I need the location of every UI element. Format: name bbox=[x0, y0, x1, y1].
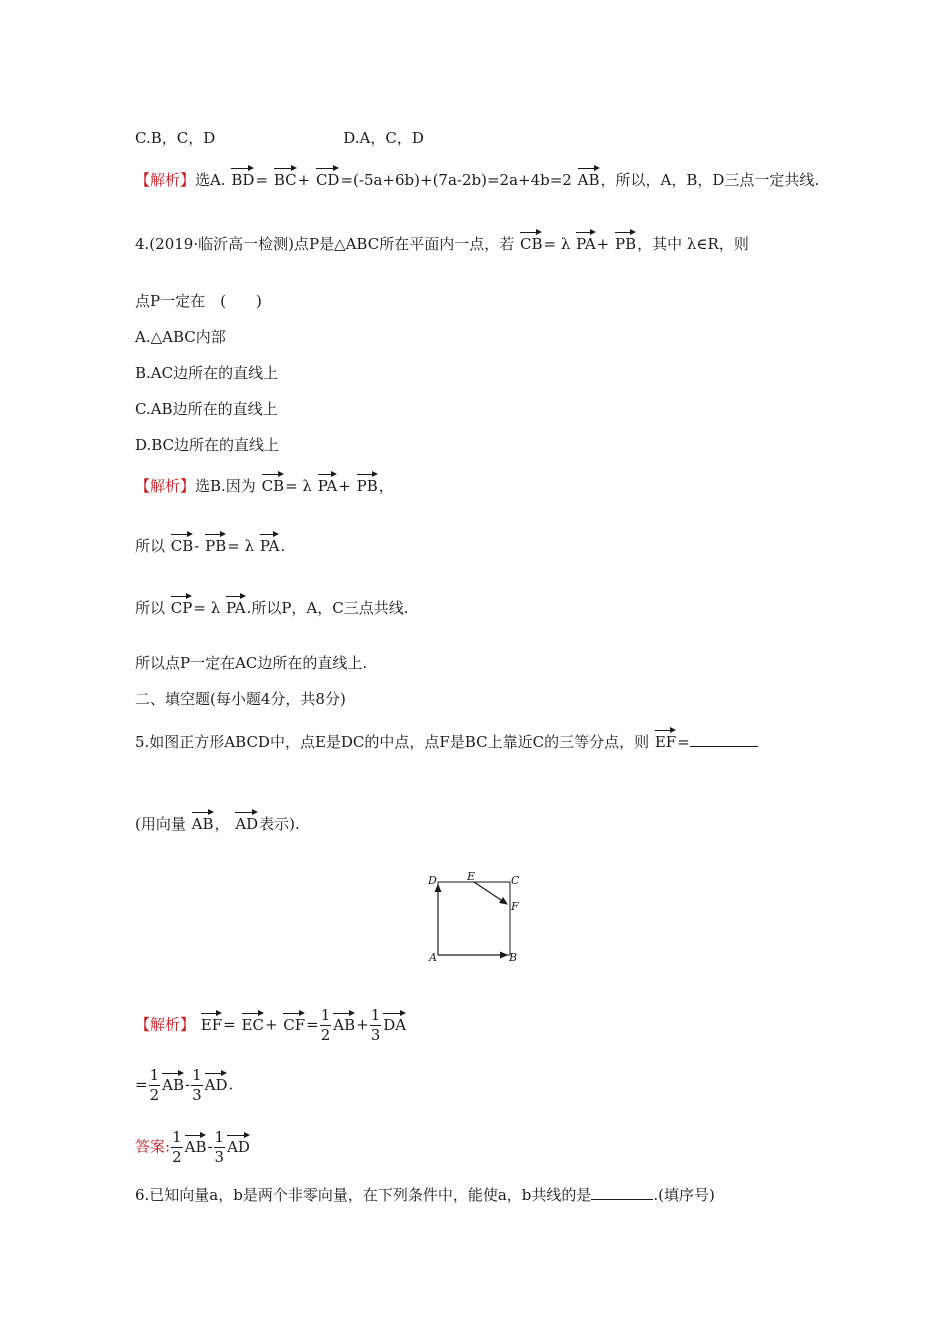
label-b: B bbox=[509, 951, 518, 964]
q5-stem: 5.如图正方形ABCD中，点E是DC的中点，点F是BC上靠近C的三等分点，则 EF= bbox=[135, 728, 758, 752]
analysis-tag: 【解析】 bbox=[135, 477, 196, 495]
q4-stem-post: ，其中 λ∈R，则 bbox=[637, 235, 749, 253]
label-a: A bbox=[429, 951, 437, 964]
vector-ab: AB bbox=[578, 166, 600, 187]
label-c: C bbox=[511, 874, 520, 887]
q5-paren: (用向量 AB， AD表示). bbox=[135, 810, 300, 834]
vector-pa: PA bbox=[576, 230, 596, 251]
q5-stem-text: 5.如图正方形ABCD中，点E是DC的中点，点F是BC上靠近C的三等分点，则 bbox=[135, 733, 650, 751]
lambda-text: = λ bbox=[543, 235, 571, 253]
vector-pa: PA bbox=[226, 594, 246, 615]
q6-stem bbox=[135, 1185, 715, 1205]
vector-pb: PB bbox=[357, 472, 378, 493]
vector-cb: CB bbox=[171, 532, 194, 553]
vector-ec: EC bbox=[242, 1011, 264, 1032]
vector-cb: CB bbox=[262, 472, 285, 493]
q4-stem: 4.(2019·临沂高一检测)点P是△ABC所在平面内一点，若 CB= λ PA+ PB，其中 λ∈R，则 bbox=[135, 230, 749, 254]
vector-da: DA bbox=[383, 1011, 406, 1032]
fraction-half: $\frac{1}{2}$ bbox=[320, 1006, 331, 1044]
fraction-third: $\frac{1}{3}$ bbox=[214, 1128, 225, 1166]
vector-ab: AB bbox=[333, 1011, 355, 1032]
vector-pa: PA bbox=[260, 532, 280, 553]
vector-ab: AB bbox=[185, 1133, 207, 1154]
fraction-third: $\frac{1}{3}$ bbox=[370, 1006, 381, 1044]
conclusion-text: ，所以，A，B，D三点一定共线. bbox=[600, 171, 820, 189]
q6-stem-text: 6.已知向量a，b是两个非零向量，在下列条件中，能使a，b共线的是 bbox=[135, 1186, 592, 1204]
vector-bc: BC bbox=[274, 166, 297, 187]
answer-blank bbox=[591, 1185, 653, 1200]
equation-text: =(-5a+6b)+(7a-2b)=2a+4b=2 bbox=[340, 171, 572, 189]
q6-post-text: .(填序号) bbox=[653, 1186, 715, 1204]
q5-analysis-2: = $\frac{1}{2}$ AB- $\frac{1}{3}$ AD. bbox=[135, 1066, 234, 1104]
paren-text: (用向量 bbox=[135, 815, 186, 833]
q4-stem-line2: 点P一定在 ( ) bbox=[135, 292, 262, 310]
vector-ef: EF bbox=[655, 728, 676, 749]
vector-pb: PB bbox=[205, 532, 226, 553]
q4-option-b: B.AC边所在的直线上 bbox=[135, 364, 279, 382]
analysis-text: 选B.因为 bbox=[195, 477, 256, 495]
q4-analysis-2: 所以 CB- PB= λ PA. bbox=[135, 532, 285, 556]
suoyi-text: 所以 bbox=[135, 599, 166, 617]
lambda-text: = λ bbox=[227, 537, 255, 555]
vector-cp: CP bbox=[171, 594, 193, 615]
square-figure bbox=[425, 868, 525, 968]
label-d: D bbox=[428, 874, 437, 887]
q3-option-d: D.A，C，D bbox=[343, 129, 424, 147]
q4-stem-text: 4.(2019·临沂高一检测)点P是△ABC所在平面内一点，若 bbox=[135, 235, 515, 253]
fraction-half: $\frac{1}{2}$ bbox=[172, 1128, 182, 1166]
vector-ab: AB bbox=[162, 1071, 184, 1092]
q5-answer: 答案: $\frac{1}{2}$ AB- $\frac{1}{3}$ AD bbox=[135, 1128, 250, 1166]
label-f: F bbox=[511, 900, 519, 913]
vector-cb: CB bbox=[520, 230, 543, 251]
q4-conclusion: 所以点P一定在AC边所在的直线上. bbox=[135, 654, 368, 672]
label-e: E bbox=[467, 870, 476, 883]
analysis-tag: 【解析】 bbox=[135, 171, 196, 189]
answer-label: 答案: bbox=[135, 1137, 171, 1156]
q4-analysis-3 bbox=[135, 594, 409, 618]
vector-ad: AD bbox=[235, 810, 258, 831]
analysis-tag: 【解析】 bbox=[135, 1015, 196, 1034]
lambda-text: = λ bbox=[193, 599, 221, 617]
vector-ab: AB bbox=[192, 810, 214, 831]
square-outline bbox=[438, 882, 510, 955]
arrow-ef bbox=[474, 882, 507, 904]
q4-option-c: C.AB边所在的直线上 bbox=[135, 400, 278, 418]
q4-option-d: D.BC边所在的直线上 bbox=[135, 436, 280, 454]
q4-analysis-1: 【解析】选B.因为 CB= λ PA+ PB， bbox=[135, 472, 394, 496]
q3-option-c: C.B，C，D bbox=[135, 129, 216, 147]
lambda-text: = λ bbox=[285, 477, 312, 495]
answer-blank bbox=[690, 732, 758, 747]
q3-analysis: 【解析】选A. BD= BC+ CD=(-5a+6b)+(7a-2b)=2a+4b=2 AB，所以，A，B，D三点一定共线. bbox=[135, 166, 819, 190]
vector-cd: CD bbox=[316, 166, 340, 187]
vector-pa: PA bbox=[318, 472, 338, 493]
q3-options bbox=[135, 128, 424, 148]
vector-ef: EF bbox=[201, 1011, 222, 1032]
section-title: 二、填空题(每小题4分，共8分) bbox=[135, 690, 346, 708]
analysis-text: 选A. bbox=[195, 171, 226, 189]
vector-bd: BD bbox=[231, 166, 254, 187]
q5-analysis-1: 【解析】 EF= EC+ CF= $\frac{1}{2}$ AB+ $\frac{1}{3}$ DA bbox=[135, 1006, 407, 1044]
fraction-third: $\frac{1}{3}$ bbox=[192, 1066, 202, 1104]
vector-ad: AD bbox=[205, 1071, 228, 1092]
suoyi-text: 所以 bbox=[135, 537, 166, 555]
vector-cf: CF bbox=[283, 1011, 305, 1032]
vector-pb: PB bbox=[615, 230, 636, 251]
paren-post-text: 表示). bbox=[259, 815, 300, 833]
step3-text: .所以P，A，C三点共线. bbox=[246, 599, 409, 617]
fraction-half: $\frac{1}{2}$ bbox=[149, 1066, 160, 1104]
q4-option-a: A.△ABC内部 bbox=[135, 328, 226, 346]
vector-ad: AD bbox=[227, 1133, 250, 1154]
